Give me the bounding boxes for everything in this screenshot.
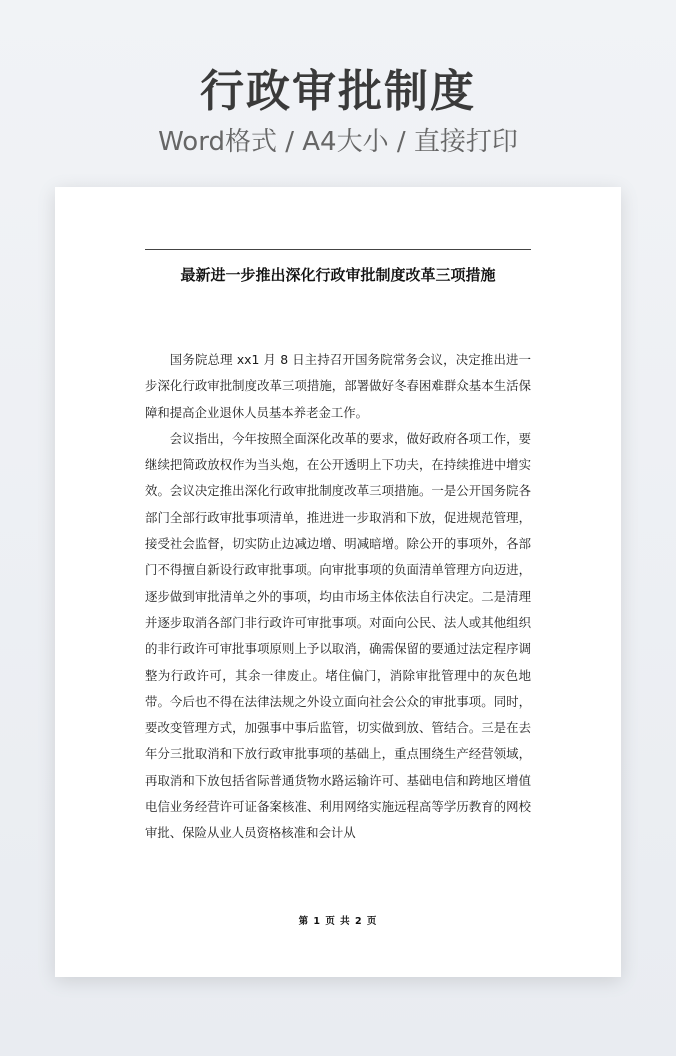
paragraph: 会议指出，今年按照全面深化改革的要求，做好政府各项工作，要继续把简政放权作为当头炮，在公开透明上下功夫，在持续推进中增实效。会议决定推出深化行政审批制度改革三项措施。一是公开国务院各部门全部行政审批事项清单，推进进一步取消和下放，促进规范管理，接受社会监督，切实防止边减边增、明减暗增。除公开的事项外，各部门不得擅自新设行政审批事项。向审批事项的负面清单管理方向迈进，逐步做到审批清单之外的事项，均由市场主体依法自行决定。二是清理并逐步取消各部门非行政许可审批事项。对面向公民、法人或其他组织的非行政许可审批事项原则上予以取消，确需保留的要通过法定程序调整为行政许可，其余一律废止。堵住偏门，消除审批管理中的灰色地带。今后也不得在法律法规之外设立面向社会公众的审批事项。同时，要改变管理方式，加强事中事后监管，切实做到放、管结合。三是在去年分三批取消和下放行政审批事项的基础上，重点围绕生产经营领域，再取消和下放包括省际普通货物水路运输许可、基础电信和跨地区增值电信业务经营许可证备案核准、利用网络实施远程高等学历教育的网校审批、保险从业人员资格核准和会计从: [145, 430, 531, 841]
banner-title: 行政审批制度: [200, 66, 476, 117]
document-title: 最新进一步推出深化行政审批制度改革三项措施: [180, 266, 496, 284]
page-number: 第 1 页 共 2 页: [298, 916, 378, 927]
banner: [0, 62, 676, 160]
header-rule: [145, 249, 531, 250]
document-body: [145, 347, 531, 847]
paragraph: 国务院总理 xx1 月 8 日主持召开国务院常务会议，决定推出进一步深化行政审批制度改革三项措施，部署做好冬春困难群众基本生活保障和提高企业退休人员基本养老金工作。: [145, 352, 531, 420]
banner-subtitle: Word格式 / A4大小 / 直接打印: [158, 127, 518, 157]
document-page: [55, 187, 621, 977]
